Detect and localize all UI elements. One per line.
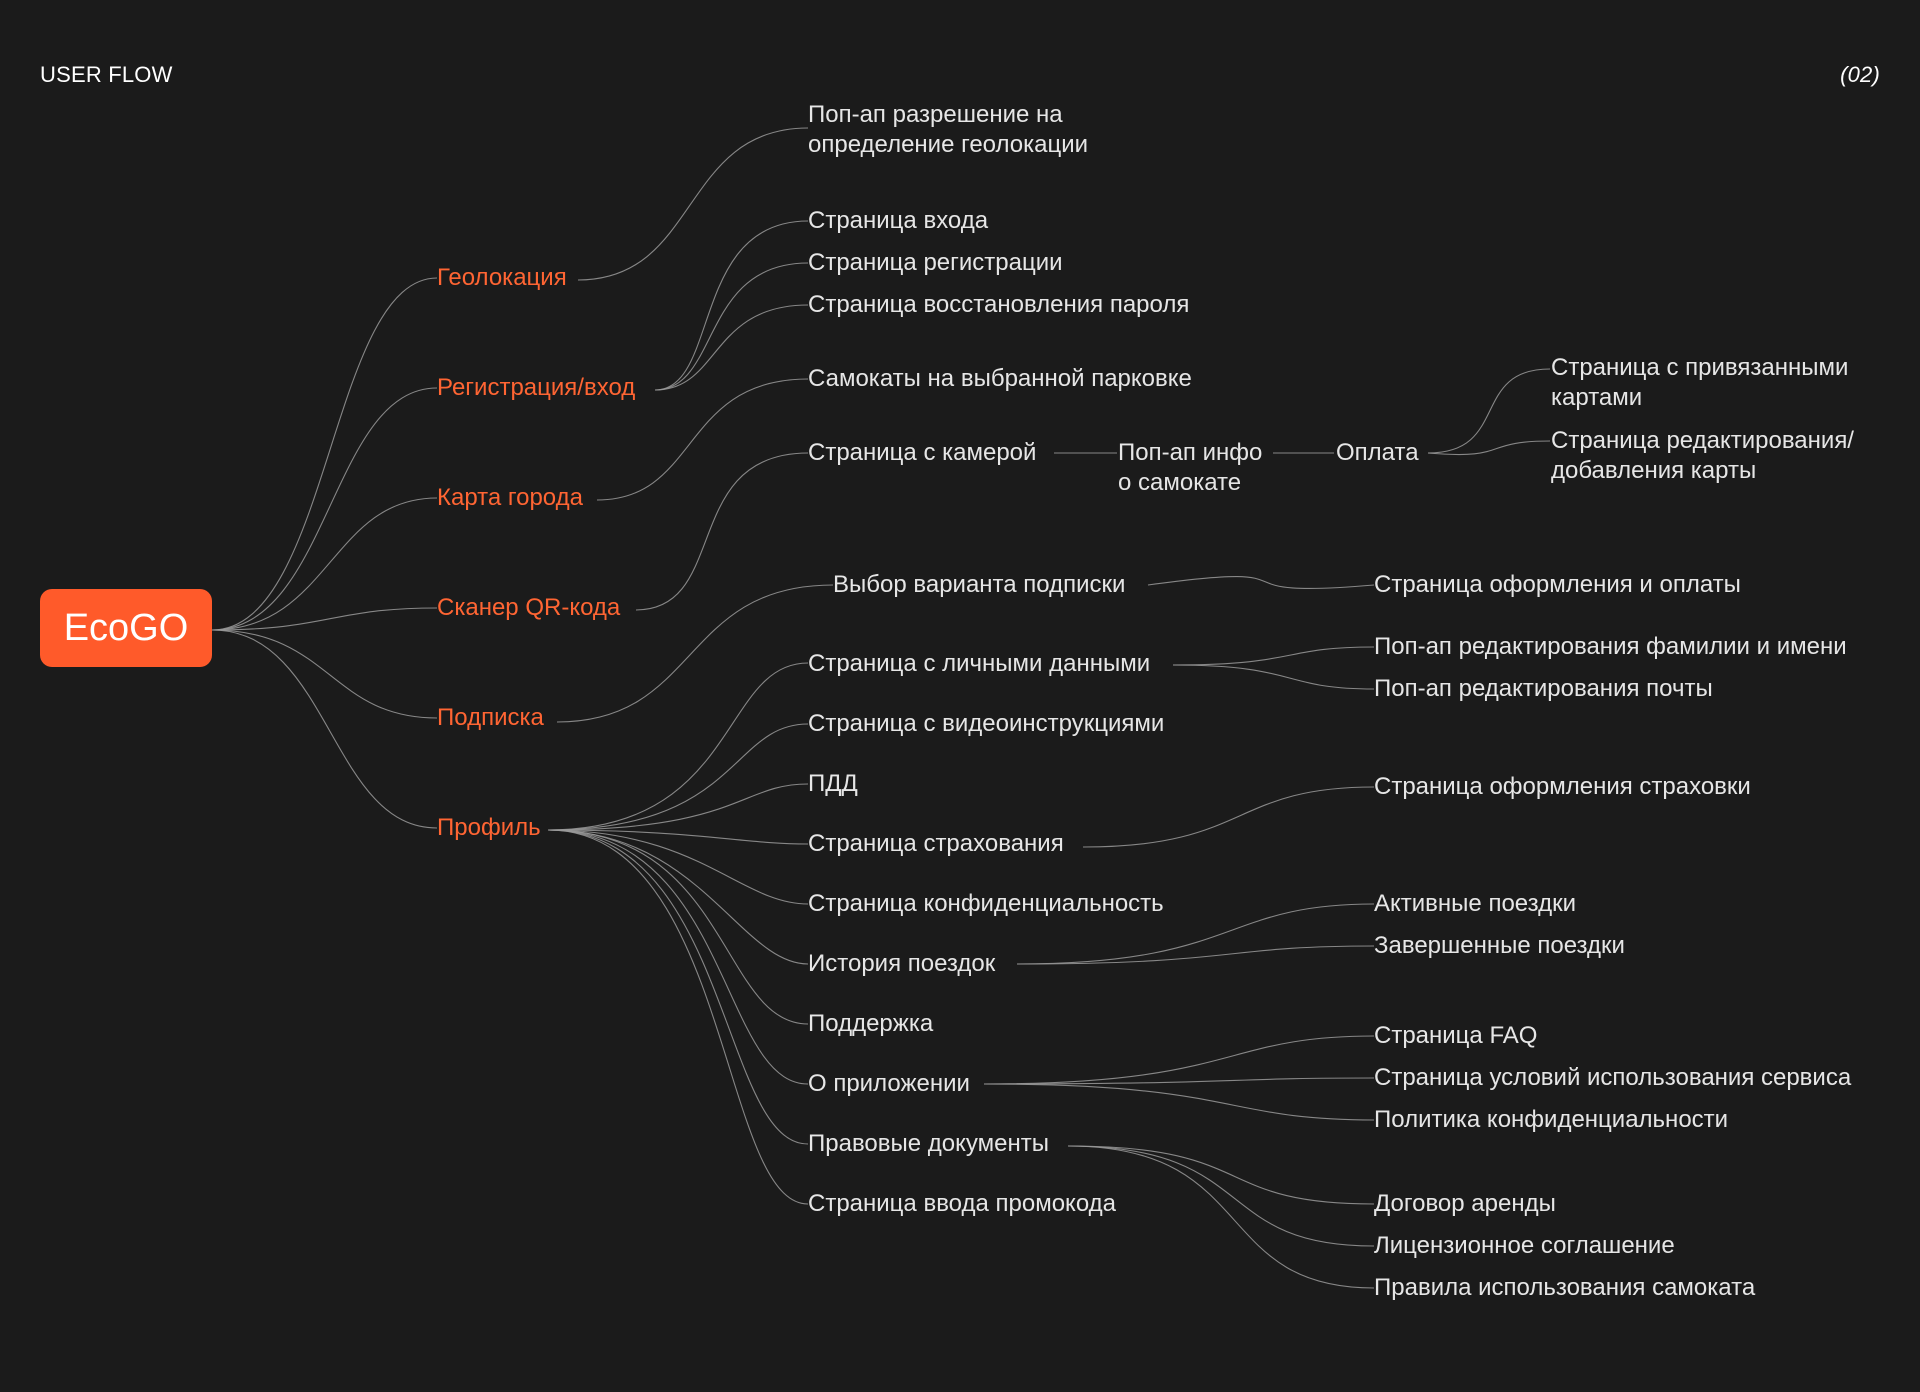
node-trip-history: История поездок xyxy=(808,950,996,977)
node-restore-password-page: Страница восстановления пароля xyxy=(808,291,1190,318)
root-node: EcoGO xyxy=(40,589,212,667)
node-linked-cards-line2: картами xyxy=(1551,384,1643,411)
node-edit-email-popup: Поп-ап редактирования почты xyxy=(1374,675,1713,702)
node-payment: Оплата xyxy=(1336,439,1419,466)
node-login-page: Страница входа xyxy=(808,207,989,234)
link xyxy=(655,263,808,390)
link xyxy=(1428,441,1550,455)
link xyxy=(548,784,808,830)
link xyxy=(548,830,808,1084)
node-privacy-page: Страница конфиденциальность xyxy=(808,890,1164,917)
link xyxy=(1428,369,1550,453)
node-checkout-page: Страница оформления и оплаты xyxy=(1374,571,1741,598)
category-registration: Регистрация/вход xyxy=(437,374,636,401)
node-support: Поддержка xyxy=(808,1010,934,1037)
node-geo-popup-line1: Поп-ап разрешение на xyxy=(808,101,1063,128)
link xyxy=(548,724,808,830)
node-edit-name-popup: Поп-ап редактирования фамилии и имени xyxy=(1374,633,1847,660)
link xyxy=(984,1036,1374,1084)
node-scooter-info-popup xyxy=(1118,438,1262,498)
link xyxy=(212,388,437,630)
node-scooter-info-line1: Поп-ап инфо xyxy=(1118,439,1263,466)
link xyxy=(984,1084,1374,1120)
node-active-trips: Активные поездки xyxy=(1374,890,1576,917)
node-lease-agreement: Договор аренды xyxy=(1374,1190,1556,1217)
node-linked-cards-line1: Страница с привязанными xyxy=(1551,354,1849,381)
node-finished-trips: Завершенные поездки xyxy=(1374,932,1625,959)
link xyxy=(212,278,437,630)
node-faq-page: Страница FAQ xyxy=(1374,1022,1538,1049)
node-geo-popup-line2: определение геолокации xyxy=(808,131,1089,158)
node-edit-card-line2: добавления карты xyxy=(1551,457,1757,484)
link xyxy=(548,830,808,1144)
node-insurance-checkout-page: Страница оформления страховки xyxy=(1374,773,1751,800)
link xyxy=(1017,946,1374,964)
link xyxy=(636,453,808,610)
category-city-map: Карта города xyxy=(437,484,583,511)
link xyxy=(212,630,437,828)
node-license-agreement: Лицензионное соглашение xyxy=(1374,1232,1675,1259)
link xyxy=(1148,577,1374,589)
category-subscription: Подписка xyxy=(437,704,544,731)
link xyxy=(1173,647,1374,665)
link xyxy=(655,221,808,390)
node-signup-page: Страница регистрации xyxy=(808,249,1063,276)
link xyxy=(1173,665,1374,689)
node-video-instructions-page: Страница с видеоинструкциями xyxy=(808,710,1165,737)
link xyxy=(548,830,808,1204)
link xyxy=(548,830,808,904)
node-terms-page: Страница условий использования сервиса xyxy=(1374,1064,1852,1091)
link xyxy=(548,830,808,1024)
node-legal-documents: Правовые документы xyxy=(808,1130,1049,1157)
category-profile: Профиль xyxy=(437,814,541,841)
category-qr-scanner: Сканер QR-кода xyxy=(437,594,621,621)
page-title: USER FLOW xyxy=(40,62,173,87)
node-edit-card-page xyxy=(1551,426,1854,486)
node-insurance-page: Страница страхования xyxy=(808,830,1064,857)
node-privacy-policy: Политика конфиденциальности xyxy=(1374,1106,1729,1133)
node-traffic-rules: ПДД xyxy=(808,770,858,797)
link xyxy=(655,305,808,390)
node-linked-cards-page xyxy=(1551,353,1848,413)
node-about-app: О приложении xyxy=(808,1070,970,1097)
page-number: (02) xyxy=(1840,62,1880,87)
node-edit-card-line1: Страница редактирования/ xyxy=(1551,427,1854,454)
node-promo-code-page: Страница ввода промокода xyxy=(808,1190,1116,1217)
node-subscription-choice: Выбор варианта подписки xyxy=(833,571,1126,598)
node-scooter-rules: Правила использования самоката xyxy=(1374,1274,1756,1301)
category-geolocation: Геолокация xyxy=(437,264,567,291)
link xyxy=(578,128,808,280)
node-scooter-info-line2: о самокате xyxy=(1118,469,1242,496)
link xyxy=(1083,787,1374,847)
node-camera-page: Страница с камерой xyxy=(808,439,1037,466)
node-personal-data-page: Страница с личными данными xyxy=(808,650,1151,677)
link xyxy=(212,630,437,718)
node-scooters-at-parking: Самокаты на выбранной парковке xyxy=(808,365,1192,392)
node-geo-popup xyxy=(808,100,1088,160)
